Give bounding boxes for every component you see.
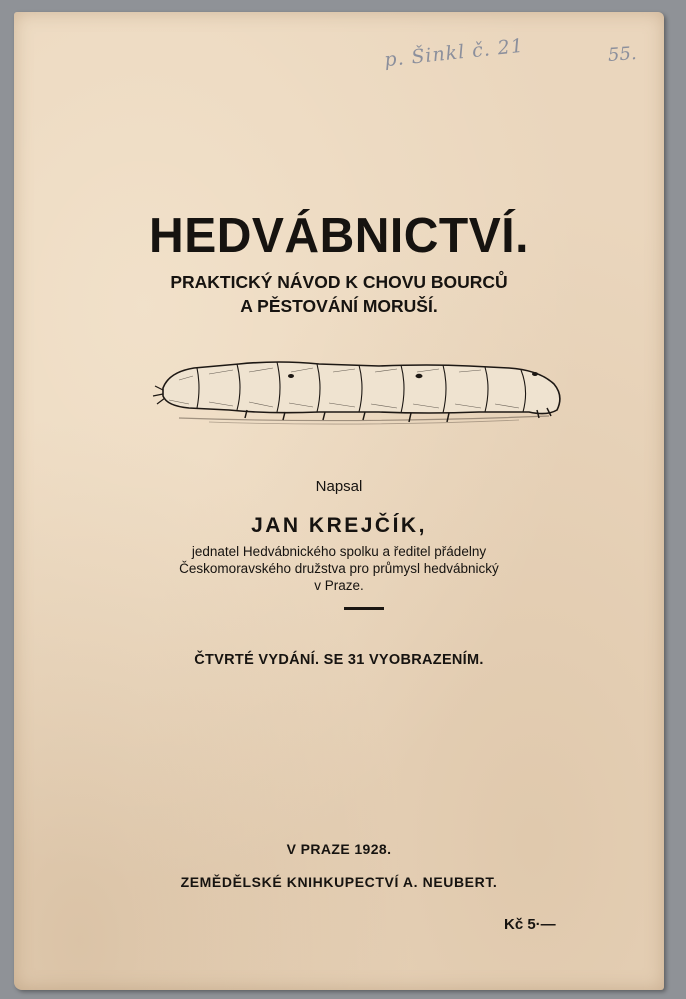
author-description-line-3: v Praze. [314, 578, 364, 593]
subtitle-line-2: A PĚSTOVÁNÍ MORUŠÍ. [240, 296, 438, 316]
byline: Napsal [315, 478, 363, 495]
author-name: JAN KREJČÍK, [251, 514, 427, 537]
divider-rule [344, 607, 384, 610]
silkworm-illustration [149, 350, 569, 430]
price-label: Kč 5·— [504, 916, 556, 933]
subtitle-line-1: PRAKTICKÝ NÁVOD K CHOVU BOURCŮ [170, 272, 508, 292]
edition-note: ČTVRTÉ VYDÁNÍ. SE 31 VYOBRAZENÍM. [194, 652, 484, 668]
place-and-year: V PRAZE 1928. [286, 841, 392, 857]
pencil-mark: 55. [607, 43, 638, 66]
book-cover [14, 12, 664, 990]
pencil-annotation: p. Šinkl č. 21 [383, 34, 525, 72]
author-description-line-2: Českomoravského družstva pro průmysl hedvábnický [179, 561, 499, 576]
author-description-line-1: jednatel Hedvábnického spolku a ředitel přádelny [191, 544, 487, 559]
publisher: ZEMĚDĚLSKÉ KNIHKUPECTVÍ A. NEUBERT. [180, 874, 498, 890]
book-title: HEDVÁBNICTVÍ. [149, 209, 529, 263]
